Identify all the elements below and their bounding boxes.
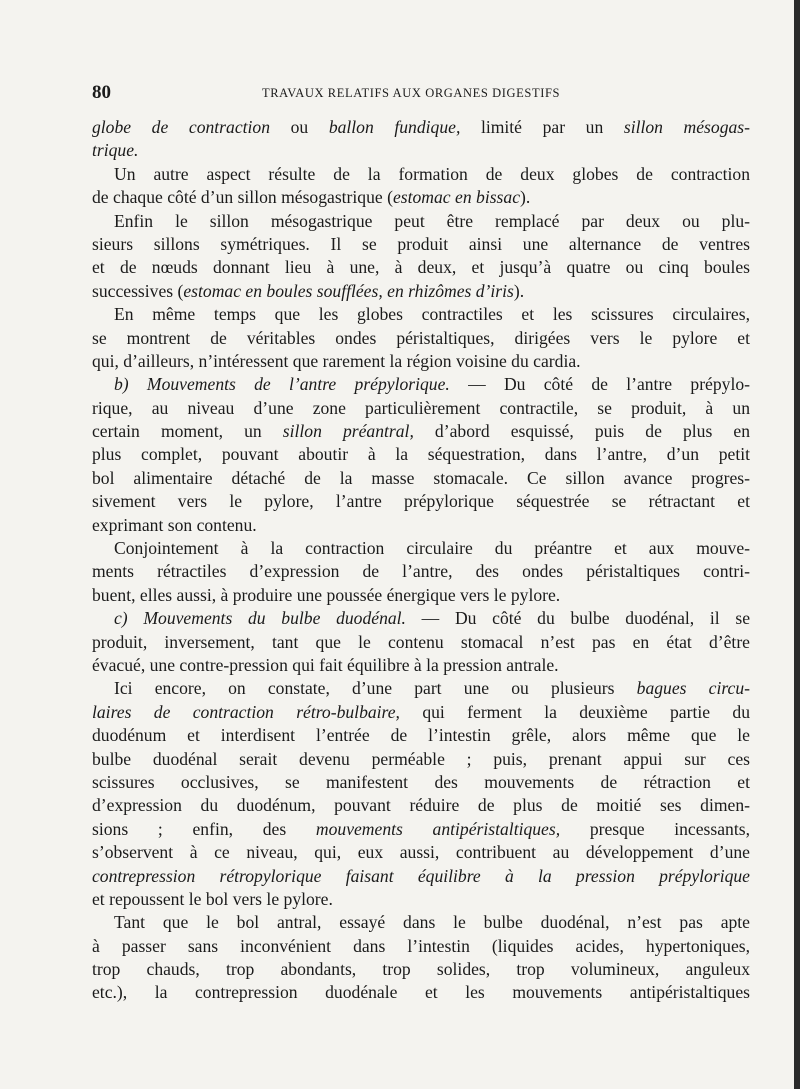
running-head xyxy=(92,74,750,104)
text-line xyxy=(92,350,750,373)
text-run: En même temps que les globes contractiles et les scissures circulaires, xyxy=(114,304,750,325)
text-run: et de nœuds donnant lieu à une, à deux, et jusqu’à quatre ou cinq boules xyxy=(92,257,750,278)
text-line xyxy=(92,327,750,350)
text-run: évacué, une contre-pression qui fait équilibre à la pression antrale. xyxy=(92,654,559,675)
text-run: certain moment, un xyxy=(92,421,283,442)
text-line xyxy=(92,443,750,466)
text-run: Enfin le sillon mésogastrique peut être remplacé par deux ou plu- xyxy=(114,210,750,231)
text-line xyxy=(92,397,750,420)
text-line xyxy=(92,771,750,794)
text-line xyxy=(92,865,750,888)
text-run: scissures occlusives, se manifestent des mouvements de rétraction et xyxy=(92,771,750,792)
text-run: ). xyxy=(520,187,531,208)
text-run: duodénum et interdisent l’entrée de l’intestin grêle, alors même que le xyxy=(92,725,750,746)
text-line xyxy=(92,748,750,771)
text-line xyxy=(92,677,750,700)
text-line xyxy=(92,420,750,443)
text-line xyxy=(92,560,750,583)
italic-text: mouvements antipéristaltiques, xyxy=(315,818,561,839)
text-line xyxy=(92,724,750,747)
text-line xyxy=(92,514,750,537)
text-line xyxy=(92,818,750,841)
text-line xyxy=(92,958,750,981)
text-run: limité par un xyxy=(460,117,624,137)
text-run: presque incessants, xyxy=(560,818,750,839)
italic-text: trique. xyxy=(92,140,139,161)
text-run: bulbe duodénal serait devenu perméable ; puis, prenant appui sur ces xyxy=(92,748,750,769)
text-line xyxy=(92,911,750,934)
text-line xyxy=(92,373,750,396)
text-line xyxy=(92,841,750,864)
text-run: rique, au niveau d’une zone particulièrement contractile, se produit, à un xyxy=(92,397,750,418)
text-run: Un autre aspect résulte de la formation de deux globes de contraction xyxy=(114,163,750,184)
text-line xyxy=(92,116,750,139)
text-line xyxy=(92,139,750,162)
text-line xyxy=(92,701,750,724)
text-line xyxy=(92,280,750,303)
text-run: sions ; enfin, des xyxy=(92,818,316,839)
text-run: sivement vers le pylore, l’antre prépylorique séquestrée se rétractant et xyxy=(92,491,750,512)
text-run: buent, elles aussi, à produire une poussée énergique vers le pylore. xyxy=(92,584,561,605)
text-run: produit, inversement, tant que le contenu stomacal n’est pas en état d’être xyxy=(92,631,750,652)
text-run: Tant que le bol antral, essayé dans le bulbe duodénal, n’est pas apte xyxy=(114,912,750,933)
text-run: successives ( xyxy=(92,280,184,301)
text-line xyxy=(92,256,750,279)
page-number: 80 xyxy=(92,82,111,103)
italic-text: c) Mouvements du bulbe duodénal. xyxy=(114,608,406,629)
text-run: à passer sans inconvénient dans l’intestin (liquides acides, hypertoniques, xyxy=(92,935,750,956)
italic-text: laires de contraction rétro-bulbaire, xyxy=(92,701,400,722)
text-line xyxy=(92,794,750,817)
italic-text: b) Mouvements de l’antre prépylorique. xyxy=(114,374,450,395)
text-line xyxy=(92,584,750,607)
text-line xyxy=(92,186,750,209)
text-line xyxy=(92,607,750,630)
text-run: Conjointement à la contraction circulaire du préantre et aux mouve- xyxy=(114,538,750,559)
text-run: — Du côté de l’antre prépylo- xyxy=(449,374,750,395)
running-head-title: TRAVAUX RELATIFS AUX ORGANES DIGESTIFS xyxy=(262,86,561,100)
text-run: exprimant son contenu. xyxy=(92,514,257,535)
text-line xyxy=(92,631,750,654)
text-run: se montrent de véritables ondes péristaltiques, dirigées vers le pylore et xyxy=(92,327,750,348)
text-line xyxy=(92,303,750,326)
text-run: ). xyxy=(513,280,525,301)
page-edge-shadow xyxy=(794,0,800,1089)
text-line xyxy=(92,935,750,958)
text-run: etc.), la contrepression duodénale et les mouvements antipéristaltiques xyxy=(92,982,750,1003)
text-run: d’abord esquissé, puis de plus en xyxy=(413,421,750,442)
text-line xyxy=(92,467,750,490)
text-run: de chaque côté d’un sillon mésogastrique ( xyxy=(92,187,393,208)
text-run: sieurs sillons symétriques. Il se produit ainsi une alternance de ventres xyxy=(92,233,750,254)
text-run: ou xyxy=(270,117,329,137)
text-run: et repoussent le bol vers le pylore. xyxy=(92,888,333,909)
italic-text: sillon préantral, xyxy=(282,421,414,442)
italic-text: estomac en bissac xyxy=(392,187,521,208)
text-line xyxy=(92,163,750,186)
italic-text: estomac en boules soufflées, en rhizômes d’iris xyxy=(183,280,514,301)
text-run: qui, d’ailleurs, n’intéressent que rarement la région voisine du cardia. xyxy=(92,350,581,371)
text-line xyxy=(92,981,750,1004)
italic-text: globe de contraction xyxy=(92,117,271,137)
text-line xyxy=(92,490,750,513)
italic-text: contrepression rétropylorique faisant équilibre à la pression prépylorique xyxy=(92,865,750,886)
body-text xyxy=(92,116,750,1005)
text-line xyxy=(92,888,750,911)
text-line xyxy=(92,233,750,256)
italic-text: bagues circu- xyxy=(636,678,750,699)
text-run: Ici encore, on constate, d’une part une ou plusieurs xyxy=(114,678,637,699)
text-line xyxy=(92,654,750,677)
text-run: qui ferment la deuxième partie du xyxy=(399,701,750,722)
text-line xyxy=(92,537,750,560)
text-run: ments rétractiles d’expression de l’antre, des ondes péristaltiques contri- xyxy=(92,561,750,582)
text-run: — Du côté du bulbe duodénal, il se xyxy=(405,608,751,629)
italic-text: ballon fundique, xyxy=(328,117,461,137)
text-run: plus complet, pouvant aboutir à la séquestration, dans l’antre, d’un petit xyxy=(92,444,750,465)
text-run: bol alimentaire détaché de la masse stomacale. Ce sillon avance progres- xyxy=(92,467,750,488)
text-line xyxy=(92,210,750,233)
text-run: trop chauds, trop abondants, trop solides, trop volumineux, anguleux xyxy=(92,959,750,980)
text-run: d’expression du duodénum, pouvant réduire de plus de moitié ses dimen- xyxy=(92,795,750,816)
text-run: s’observent à ce niveau, qui, eux aussi, contribuent au développement d’une xyxy=(92,842,750,863)
italic-text: sillon mésogas- xyxy=(623,117,751,137)
